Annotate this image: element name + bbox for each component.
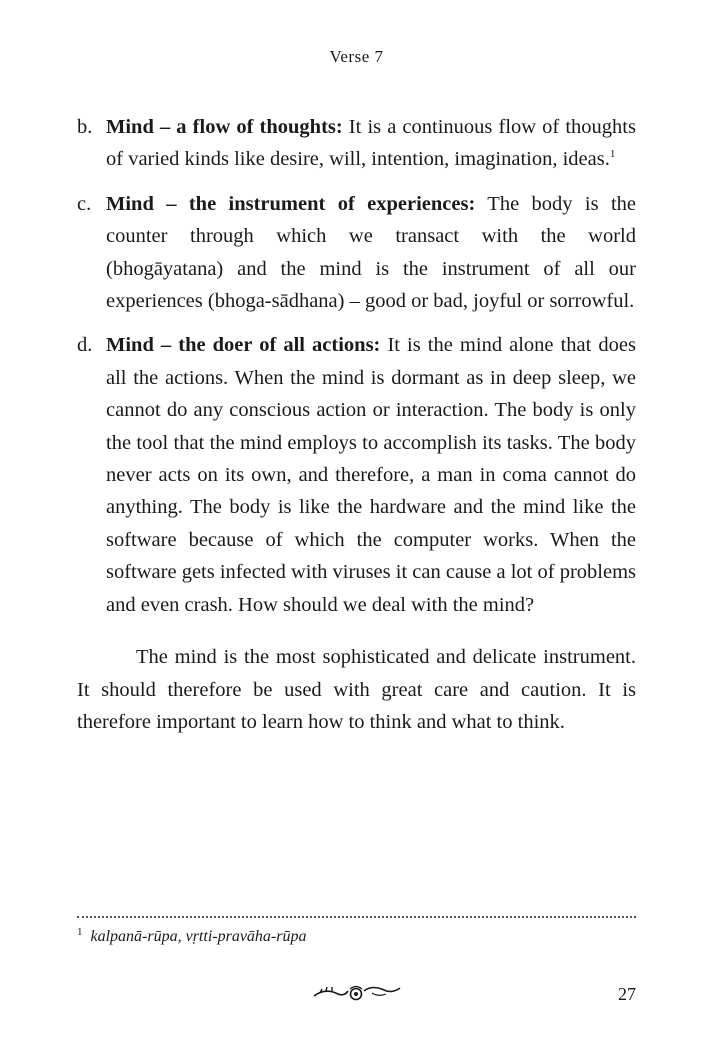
list-item-content: [106, 111, 636, 176]
page-number: 27: [618, 984, 636, 1004]
item-heading: Mind – the doer of all actions:: [106, 334, 381, 357]
list-marker: d.: [77, 334, 93, 357]
item-text: It is the mind alone that does all the actions. When the mind is dormant as in deep sleep, we cannot do any conscious action or interaction. The body is only the tool that the mind employs to accomplish its tasks. The body never acts on its own, and therefore, a man in coma cannot do anything. The body is like the hardware and the mind like the software because of which the computer works. When the software gets infected with viruses it can cause a lot of problems and even crash. How should we deal with the mind?: [106, 334, 636, 616]
floral-ornament-icon: [312, 982, 402, 1004]
running-head: Verse 7: [329, 47, 384, 66]
list-marker: c.: [77, 192, 92, 215]
body-paragraph: The mind is the most sophisticated and delicate instrument. It should therefore be used with great care and caution. It is therefore important to learn how to think and what to think.: [77, 646, 636, 733]
item-text: The body is the counter through which we transact with the world (bhogāyatana) and the mind is the instrument of all our experiences (bhoga-sādhana) – good or bad, joyful or sorrowful.: [106, 192, 637, 313]
footnote-divider: [77, 916, 636, 918]
item-heading: Mind – the instrument of experiences:: [106, 192, 476, 215]
item-heading: Mind – a flow of thoughts:: [106, 116, 343, 138]
footnote: [77, 926, 636, 946]
list-item-d: [77, 329, 636, 621]
item-text: It is a continuous flow of thoughts of varied kinds like desire, will, intention, imagination, ideas.: [106, 116, 636, 171]
footnote-text: kalpanā-rūpa, vṛtti-pravāha-rūpa: [90, 928, 307, 945]
list-item-c: [77, 188, 636, 318]
body-text: [77, 111, 636, 738]
list-marker: b.: [77, 116, 93, 138]
footnote-ref[interactable]: 1: [609, 148, 616, 161]
list-item-content: [106, 188, 636, 318]
footnote-number: 1: [77, 926, 83, 938]
list-item-b: [77, 111, 636, 176]
list-item-content: [106, 329, 636, 621]
